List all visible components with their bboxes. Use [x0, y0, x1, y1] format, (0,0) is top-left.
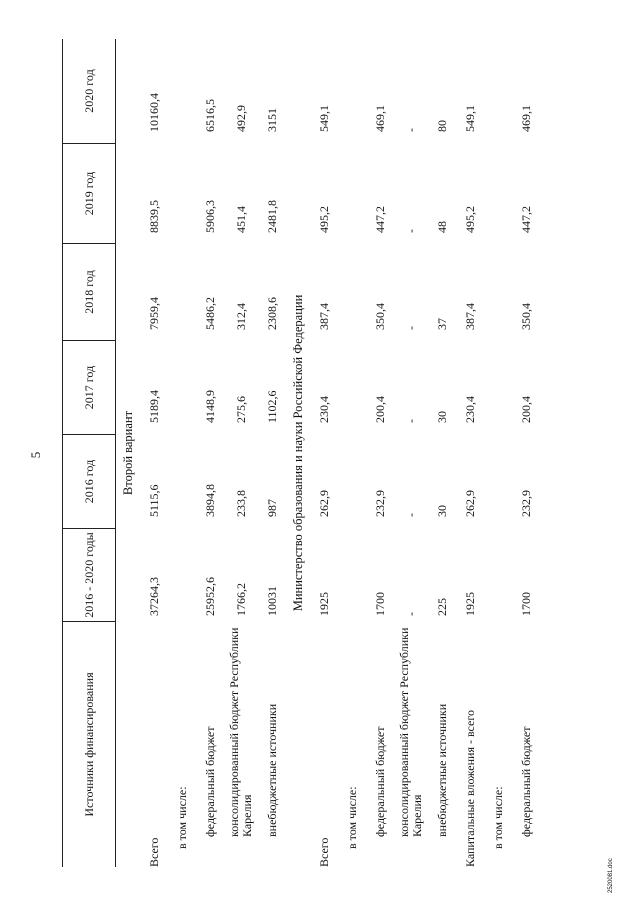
table-row: [428, 39, 456, 867]
row-value: 350,4: [518, 303, 533, 330]
table-row: [140, 39, 168, 867]
row-label: федеральный бюджет: [518, 726, 533, 837]
row-value: 1925: [462, 592, 477, 616]
row-value: 80: [434, 120, 449, 132]
table-body: [116, 39, 540, 867]
row-value: 232,9: [372, 490, 387, 517]
row-value: 495,2: [316, 206, 331, 233]
row-value: -: [403, 326, 418, 330]
table-row: [394, 39, 428, 867]
row-value: 30: [434, 505, 449, 517]
row-value: 225: [434, 598, 449, 616]
row-value: 230,4: [316, 396, 331, 423]
row-value: 1102,6: [264, 390, 279, 423]
row-value: 37: [434, 318, 449, 330]
row-label: Всего: [146, 837, 161, 867]
row-value: 5115,6: [146, 484, 161, 517]
row-value: 200,4: [372, 396, 387, 423]
row-value: 30: [434, 411, 449, 423]
row-value: 5486,2: [202, 297, 217, 330]
header-source: Источники финансирования: [81, 672, 96, 817]
row-value: -: [403, 419, 418, 423]
row-value: 495,2: [462, 206, 477, 233]
table-header: [62, 39, 116, 867]
header-2017: 2017 год: [63, 341, 115, 435]
header-2019: 2019 год: [63, 144, 115, 244]
row-value: 200,4: [518, 396, 533, 423]
row-value: 447,2: [372, 206, 387, 233]
row-value: 312,4: [233, 303, 248, 330]
row-value: 37264,3: [146, 577, 161, 616]
row-label: консолидированный бюджет Республики Карелия: [227, 627, 254, 837]
row-value: 350,4: [372, 303, 387, 330]
row-value: 492,9: [233, 105, 248, 132]
table-row: [310, 39, 338, 867]
row-label: Всего: [316, 837, 331, 867]
row-label: внебюджетные источники: [264, 703, 279, 837]
row-value: 10160,4: [146, 93, 161, 132]
table-row: [224, 39, 258, 867]
file-code: 2520081.doc: [608, 858, 614, 893]
header-total: 2016 - 2020 годы: [63, 529, 115, 622]
row-value: 1700: [372, 592, 387, 616]
row-value: 469,1: [372, 105, 387, 132]
row-value: 1700: [518, 592, 533, 616]
row-value: 10031: [264, 586, 279, 616]
row-value: 387,4: [316, 303, 331, 330]
table-row: [196, 39, 224, 867]
row-value: 5906,3: [202, 200, 217, 233]
table-row: [456, 39, 484, 867]
financing-table: [62, 39, 540, 867]
row-label: федеральный бюджет: [202, 726, 217, 837]
row-value: 1925: [316, 592, 331, 616]
row-label: в том числе:: [174, 786, 189, 849]
row-value: 549,1: [316, 105, 331, 132]
row-value: 4148,9: [202, 390, 217, 423]
row-value: 48: [434, 221, 449, 233]
table-row: [512, 39, 540, 867]
row-value: -: [403, 513, 418, 517]
row-label: федеральный бюджет: [372, 726, 387, 837]
row-value: -: [403, 128, 418, 132]
table-row: [338, 39, 366, 867]
header-2018: 2018 год: [63, 244, 115, 341]
table-row: [366, 39, 394, 867]
section-title: Министерство образования и науки Российской Федерации: [290, 294, 305, 612]
row-value: 25952,6: [202, 577, 217, 616]
row-value: -: [403, 229, 418, 233]
row-label: консолидированный бюджет Республики Карелия: [397, 627, 424, 837]
row-value: 447,2: [518, 206, 533, 233]
row-value: 987: [264, 499, 279, 517]
header-2020: 2020 год: [63, 39, 115, 144]
row-label: Капитальные вложения - всего: [462, 710, 477, 867]
row-value: 3151: [264, 108, 279, 132]
row-value: 2481,8: [264, 200, 279, 233]
row-value: 230,4: [462, 396, 477, 423]
row-value: -: [403, 612, 418, 616]
section-title: Второй вариант: [120, 410, 135, 496]
row-value: 549,1: [462, 105, 477, 132]
row-label: внебюджетные источники: [434, 703, 449, 837]
row-value: 387,4: [462, 303, 477, 330]
table-row: [168, 39, 196, 867]
table-row: [258, 39, 286, 867]
row-value: 5189,4: [146, 390, 161, 423]
row-value: 3894,8: [202, 484, 217, 517]
row-value: 262,9: [462, 490, 477, 517]
row-value: 8839,5: [146, 200, 161, 233]
row-value: 469,1: [518, 105, 533, 132]
row-value: 1766,2: [233, 583, 248, 616]
row-value: 233,8: [233, 490, 248, 517]
row-value: 6516,5: [202, 99, 217, 132]
row-value: 262,9: [316, 490, 331, 517]
row-value: 451,4: [233, 206, 248, 233]
row-label: в том числе:: [490, 786, 505, 849]
table-row: [484, 39, 512, 867]
row-value: 232,9: [518, 490, 533, 517]
row-value: 2308,6: [264, 297, 279, 330]
row-value: 275,6: [233, 396, 248, 423]
row-label: в том числе:: [344, 786, 359, 849]
header-2016: 2016 год: [63, 435, 115, 529]
row-value: 7959,4: [146, 297, 161, 330]
page-number: 5: [28, 451, 43, 459]
